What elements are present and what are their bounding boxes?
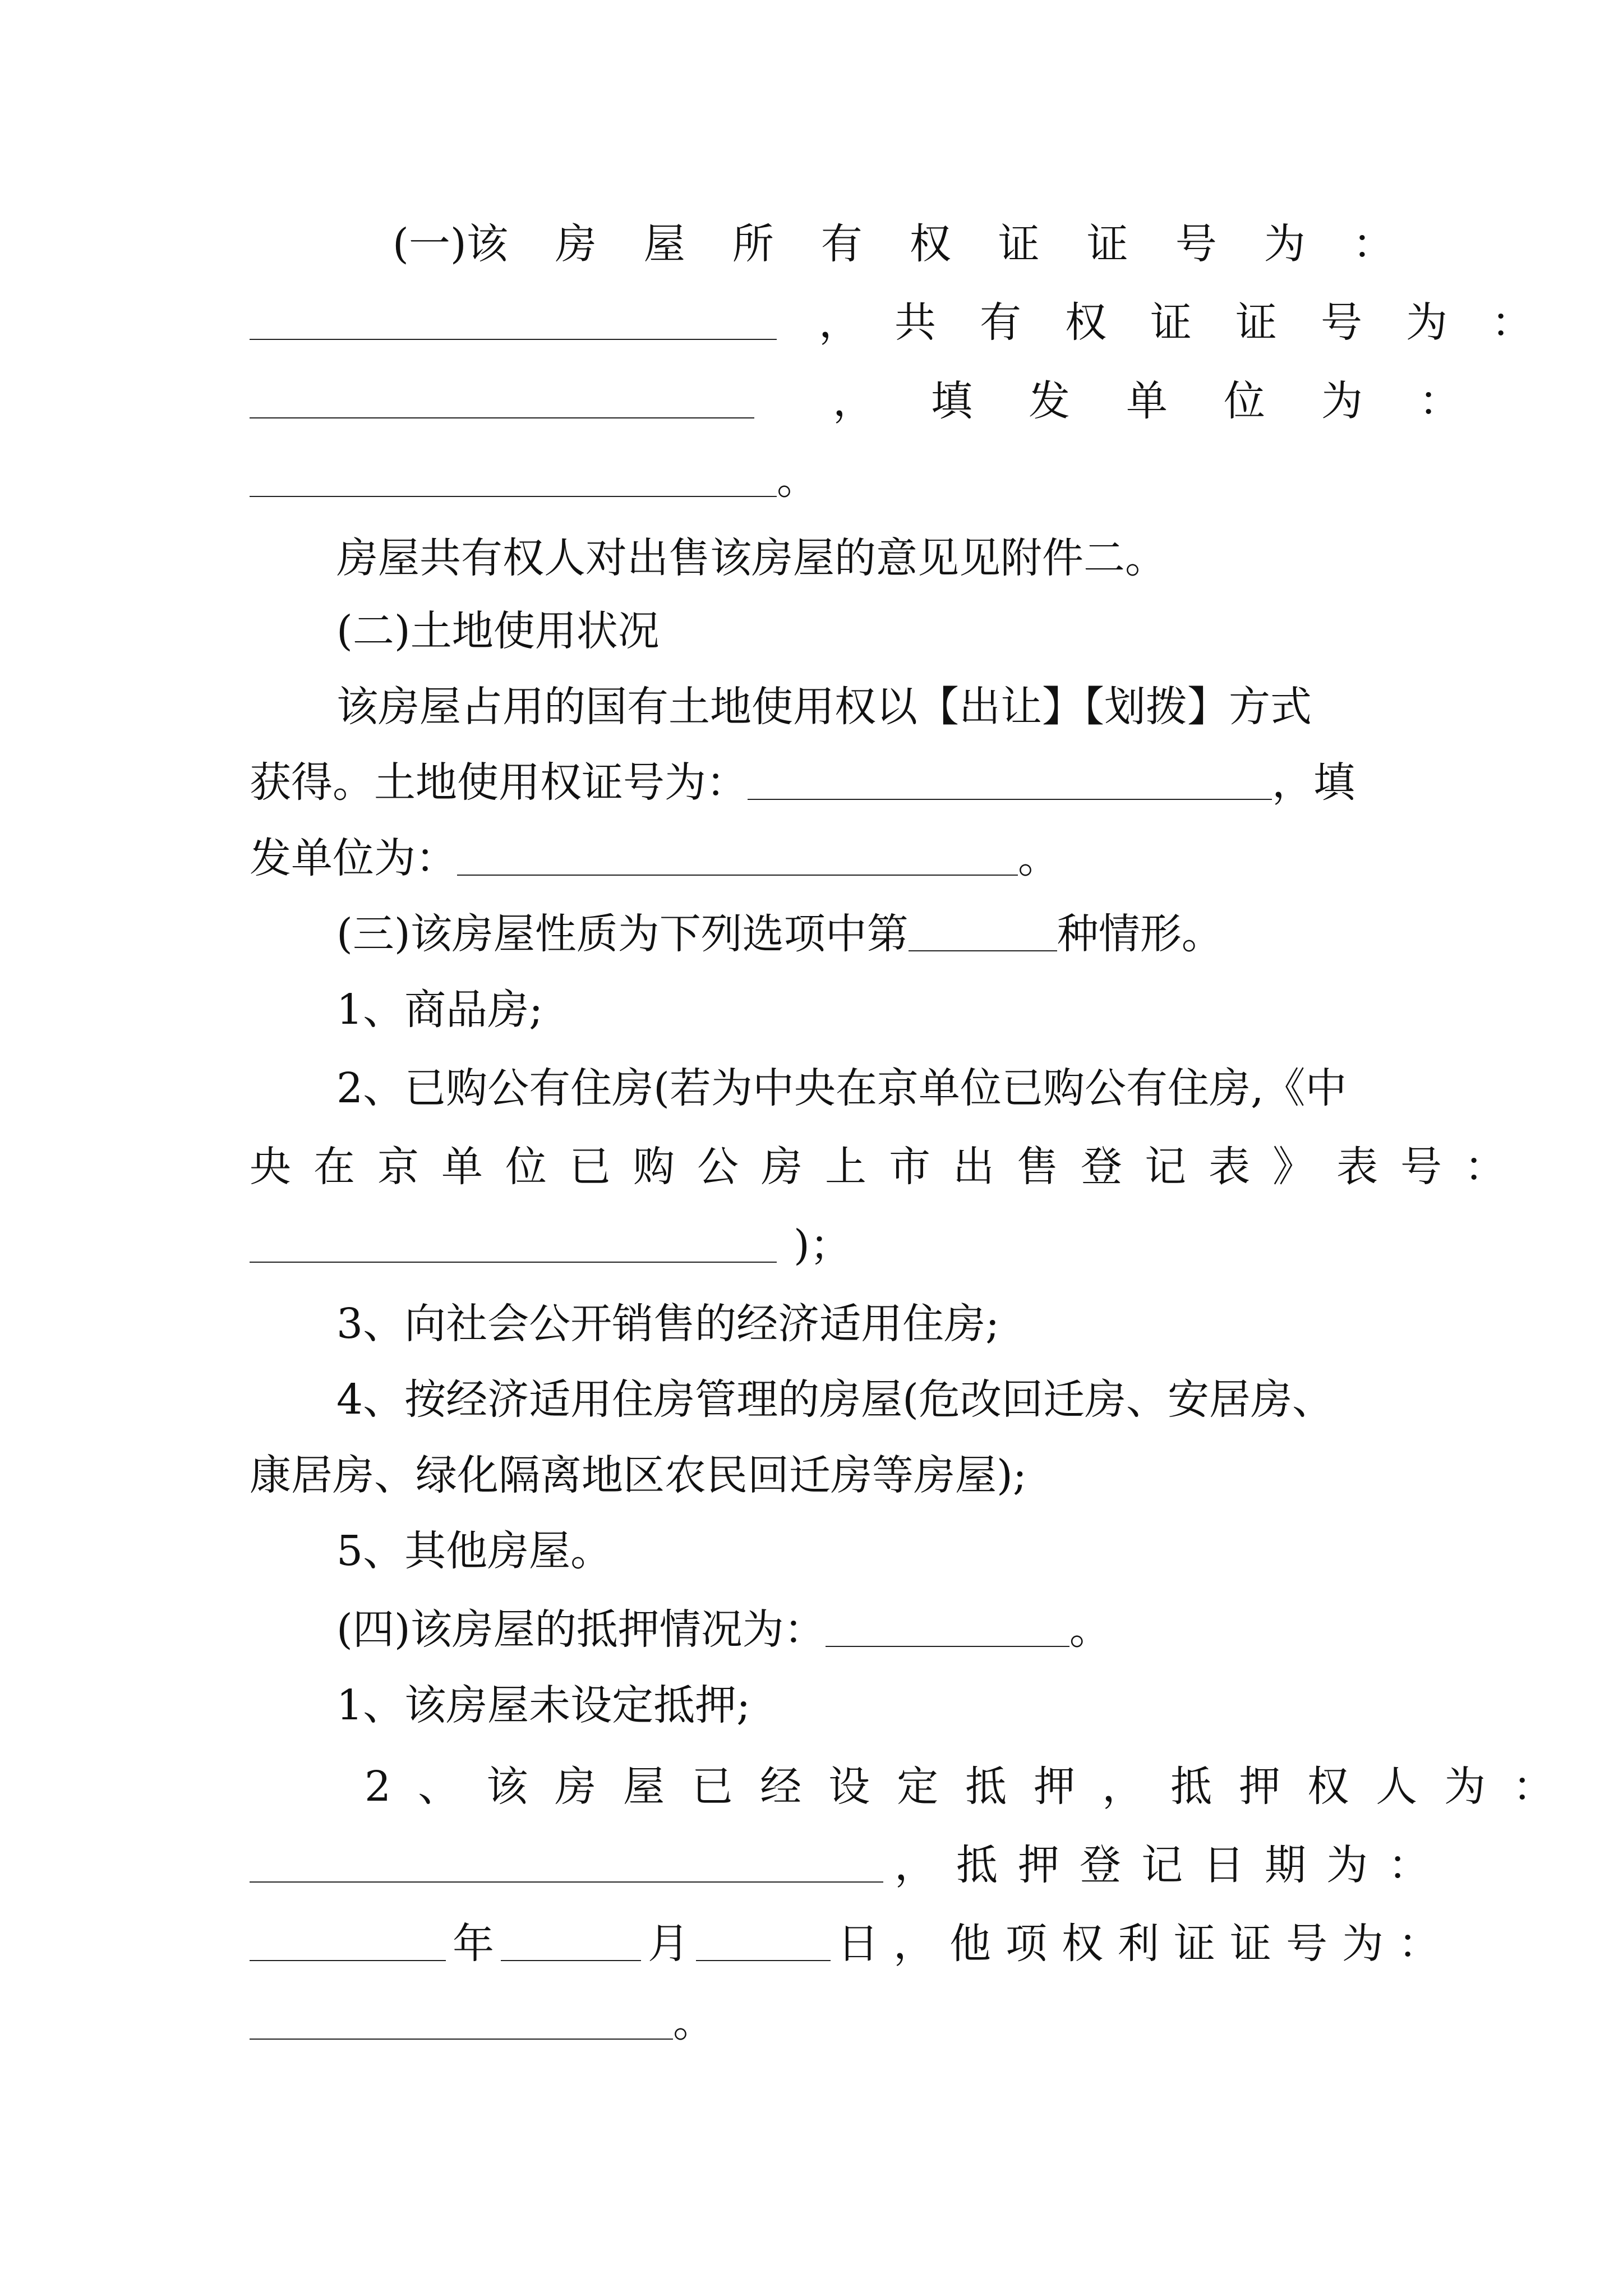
nature-heading-label: (三)该房屋性质为下列选项中第 [336, 910, 909, 958]
clause-number: 一 [408, 220, 450, 268]
ownership-cert-label: 该房屋所有权证证号为： [466, 220, 1441, 268]
comma: ， [819, 298, 860, 347]
year-label: 年 [453, 1920, 494, 1968]
nature-heading [336, 906, 1380, 962]
clause-one-line-2 [250, 295, 1576, 351]
period: 。 [1018, 834, 1059, 882]
item-2-close: )； [794, 1221, 851, 1269]
nature-item-4-line-1: 4、按经济适用住房管理的房屋(危改回迁房、安居房、 [336, 1375, 1334, 1424]
land-cert-suffix: ，填 [1272, 758, 1355, 807]
mortgage-status-blank[interactable] [826, 1646, 1069, 1647]
mortgagee-blank[interactable] [250, 1881, 883, 1883]
land-issuing-label: 发单位为： [250, 834, 457, 882]
nature-item-1: 1、商品房; [336, 986, 543, 1034]
mortgage-item-2-line-4 [250, 1994, 1380, 2050]
mortgage-heading [336, 1602, 1380, 1658]
registration-form-number-blank[interactable] [250, 1262, 777, 1263]
mortgage-item-2-line-3 [250, 1916, 1454, 1972]
co-ownership-cert-label: 共有权证证号为： [895, 298, 1576, 347]
issuing-unit-label: 填发单位为： [931, 377, 1516, 425]
issuing-unit-blank[interactable] [250, 496, 777, 497]
land-heading: (二)土地使用状况 [336, 607, 660, 655]
land-paragraph-line-1: 该房屋占用的国有土地使用权以【出让】【划拨】方式 [336, 683, 1312, 731]
land-cert-number-blank[interactable] [748, 799, 1272, 800]
co-owner-note: 房屋共有权人对出售该房屋的意见见附件二。 [336, 534, 1166, 582]
other-rights-cert-blank[interactable] [250, 2039, 673, 2040]
nature-item-2-line-3 [250, 1217, 1380, 1273]
paren-close: ) [450, 220, 467, 268]
day-blank[interactable] [696, 1960, 831, 1961]
co-ownership-cert-number-blank[interactable] [250, 417, 754, 418]
nature-heading-suffix: 种情形。 [1057, 910, 1223, 958]
paren-open: ( [393, 220, 409, 268]
month-blank[interactable] [501, 1960, 641, 1961]
clause-one-line-3 [250, 373, 1516, 429]
day-and-cert-label: 日，他项权利证证号为： [837, 1920, 1454, 1968]
period: 。 [1069, 1605, 1111, 1654]
mortgage-date-label: ，抵押登记日期为： [895, 1841, 1450, 1889]
mortgage-item-2-line-2 [250, 1837, 1450, 1893]
land-cert-label: 获得。土地使用权证号为： [250, 758, 748, 807]
mortgage-item-2-line-1: 2、该房屋已经设定抵押，抵押权人为： [365, 1763, 1581, 1811]
mortgage-item-1: 1、该房屋未设定抵押; [336, 1681, 751, 1729]
mortgage-heading-label: (四)该房屋的抵押情况为： [336, 1605, 826, 1654]
nature-item-2-line-1: 2、已购公有住房(若为中央在京单位已购公有住房,《中 [336, 1064, 1347, 1112]
period: 。 [777, 455, 818, 504]
nature-item-3: 3、向社会公开销售的经济适用住房; [336, 1300, 1000, 1348]
year-blank[interactable] [250, 1960, 446, 1961]
nature-item-4-line-2: 康居房、绿化隔离地区农民回迁房等房屋); [250, 1451, 1027, 1499]
clause-one-line-4 [250, 452, 1380, 508]
ownership-cert-number-blank[interactable] [250, 339, 777, 340]
month-label: 月 [648, 1920, 689, 1968]
clause-one-line-1 [393, 216, 1441, 272]
land-paragraph-line-3 [250, 830, 1380, 886]
nature-option-blank[interactable] [909, 950, 1057, 951]
period: 。 [673, 1998, 714, 2046]
nature-item-2-line-2: 央在京单位已购公房上市出售登记表》表号： [250, 1143, 1528, 1191]
land-issuing-unit-blank[interactable] [457, 875, 1018, 876]
land-paragraph-line-2 [250, 754, 1380, 811]
comma: ， [833, 377, 874, 425]
nature-item-5: 5、其他房屋。 [336, 1527, 612, 1575]
